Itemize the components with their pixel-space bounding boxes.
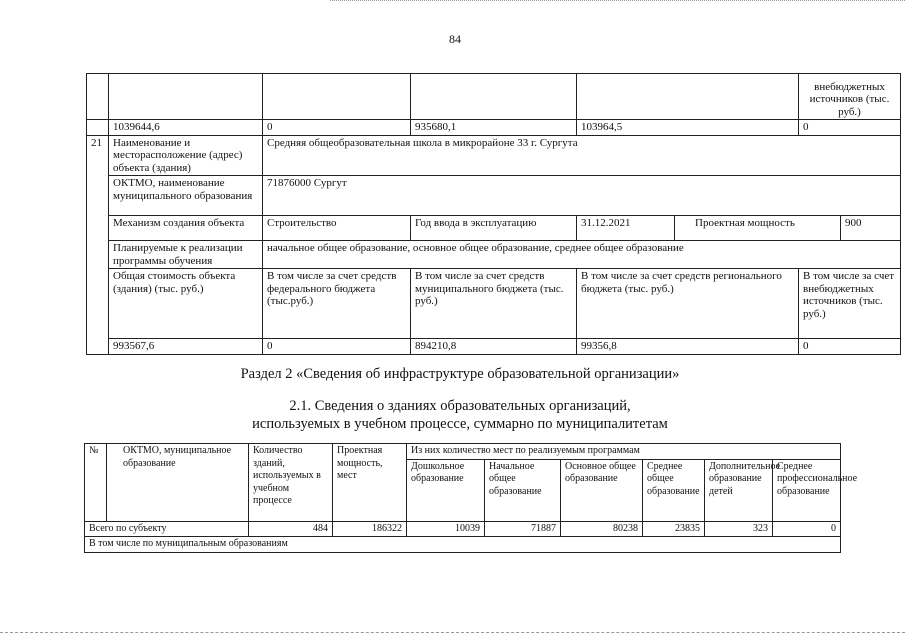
federal-value: 0 — [263, 339, 411, 355]
municipal-value: 894210,8 — [411, 339, 577, 355]
total-vocational: 0 — [773, 521, 841, 537]
programs-label: Планируемые к реализации программы обучения — [109, 241, 263, 269]
prev-object-label-row — [87, 74, 901, 120]
object-table — [86, 73, 901, 355]
prev-extra-value: 0 — [799, 120, 901, 136]
header-vocational: Среднее профессиональное образование — [773, 459, 841, 521]
total-preschool: 10039 — [407, 521, 485, 537]
scan-artifact-bottom — [0, 632, 905, 635]
cost-label: Общая стоимость объекта (здания) (тыс. руб.) — [109, 269, 263, 339]
section-title: Раздел 2 «Сведения об инфраструктуре образовательной организации» — [240, 366, 680, 382]
oktmo-value: 71876000 Сургут — [263, 176, 901, 216]
total-primary: 71887 — [485, 521, 561, 537]
prev-regional-value: 103964,5 — [577, 120, 799, 136]
municipal-label: В том числе за счет средств муниципального бюджета (тыс. руб.) — [411, 269, 577, 339]
extra-label-tail: внебюджетных источников (тыс. руб.) — [799, 74, 901, 120]
subsection-title-line2: используемых в учебном процессе, суммарно по муниципалитетам — [252, 416, 668, 432]
total-buildings: 484 — [249, 521, 333, 537]
buildings-table — [84, 443, 858, 553]
mechanism-value: Строительство — [263, 216, 411, 241]
prev-object-values-row — [87, 120, 901, 136]
total-capacity: 186322 — [333, 521, 407, 537]
mechanism-row — [87, 216, 901, 241]
regional-label: В том числе за счет средств регионального бюджета (тыс. руб.) — [577, 269, 799, 339]
header-oktmo: ОКТМО, муниципальное образование — [107, 444, 249, 522]
header-secondary: Среднее общее образование — [643, 459, 705, 521]
total-row-label: Всего по субъекту — [85, 521, 249, 537]
header-additional: Дополнительное образование детей — [705, 459, 773, 521]
header-num: № — [85, 444, 107, 522]
municipal-row-label: В том числе по муниципальным образованиям — [85, 537, 841, 553]
total-value: 993567,6 — [109, 339, 263, 355]
header-primary: Начальное общее образование — [485, 459, 561, 521]
total-basic: 80238 — [561, 521, 643, 537]
object-name-row — [87, 135, 901, 176]
extra-label: В том числе за счет внебюджетных источников (тыс. руб.) — [799, 269, 901, 339]
header-buildings: Количество зданий, используемых в учебном процессе — [249, 444, 333, 522]
total-secondary: 23835 — [643, 521, 705, 537]
commission-value: 31.12.2021 — [577, 216, 675, 241]
prev-total-value: 1039644,6 — [109, 120, 263, 136]
cost-values-row — [87, 339, 901, 355]
name-label: Наименование и месторасположение (адрес) объекта (здания) — [109, 135, 263, 176]
regional-value: 99356,8 — [577, 339, 799, 355]
header-capacity: Проектная мощность, мест — [333, 444, 407, 522]
capacity-label: Проектная мощность — [675, 216, 841, 241]
header-basic: Основное общее образование — [561, 459, 643, 521]
total-additional: 323 — [705, 521, 773, 537]
municipal-row — [85, 537, 841, 553]
header-programs-group: Из них количество мест по реализуемым программам — [407, 444, 841, 460]
prev-federal-value: 0 — [263, 120, 411, 136]
total-row — [85, 521, 841, 537]
federal-label: В том числе за счет средств федерального бюджета (тыс.руб.) — [263, 269, 411, 339]
programs-value: начальное общее образование, основное общее образование, среднее общее образование — [263, 241, 901, 269]
header-row-1 — [85, 444, 841, 460]
name-value: Средняя общеобразовательная школа в микрорайоне 33 г. Сургута — [263, 135, 901, 176]
oktmo-label: ОКТМО, наименование муниципального образования — [109, 176, 263, 216]
cost-label-row — [87, 269, 901, 339]
mechanism-label: Механизм создания объекта — [109, 216, 263, 241]
commission-label: Год ввода в эксплуатацию — [411, 216, 577, 241]
prev-municipal-value: 935680,1 — [411, 120, 577, 136]
subsection-title-line1: 2.1. Сведения о зданиях образовательных организаций, — [289, 398, 631, 414]
object-number: 21 — [87, 135, 109, 354]
scan-artifact-top — [330, 0, 905, 4]
programs-row — [87, 241, 901, 269]
page-number: 84 — [449, 32, 461, 46]
capacity-value: 900 — [841, 216, 901, 241]
extra-value: 0 — [799, 339, 901, 355]
header-preschool: Дошкольное образование — [407, 459, 485, 521]
oktmo-row — [87, 176, 901, 216]
